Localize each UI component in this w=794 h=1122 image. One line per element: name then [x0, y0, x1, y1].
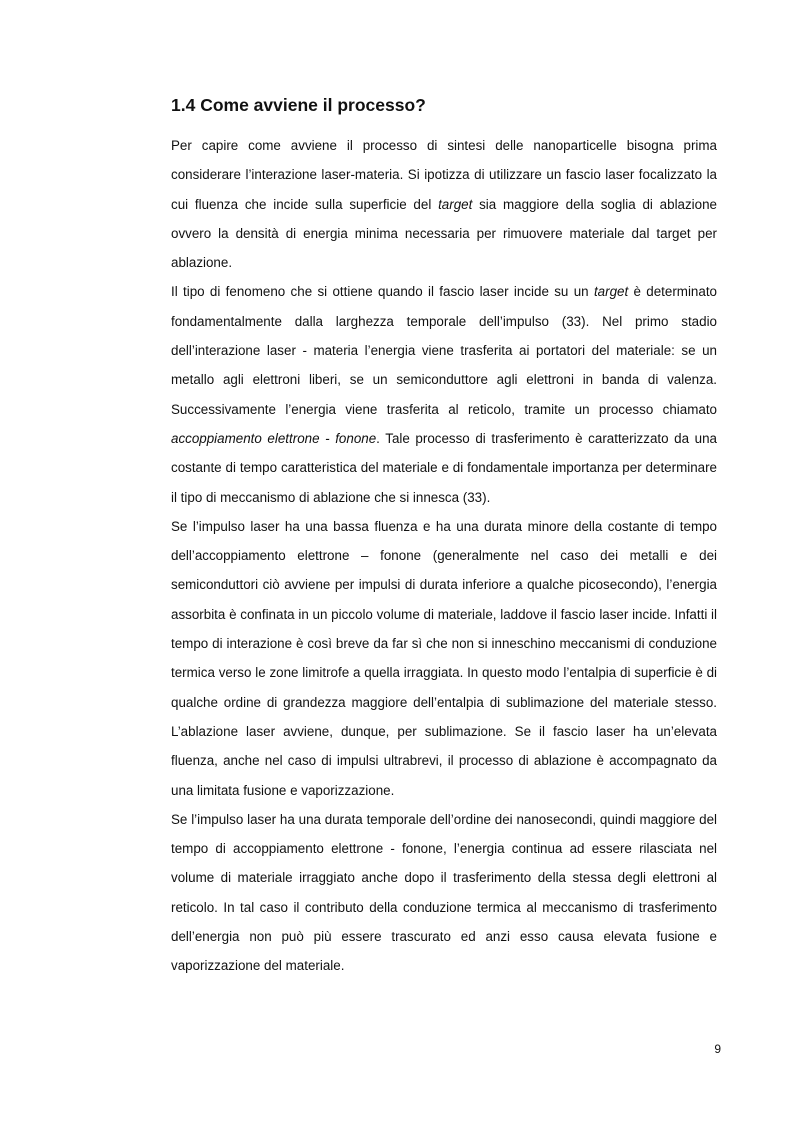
- text-run: Il tipo di fenomeno che si ottiene quando il fascio laser incide su un: [171, 284, 594, 300]
- italic-term: target: [438, 196, 473, 212]
- italic-term: accoppiamento elettrone - fonone: [171, 430, 377, 446]
- text-run: Se l’impulso laser ha una durata temporale dell’ordine dei nanosecondi, quindi maggiore del tempo di accoppiamento elettrone - fonone, l’energia continua ad essere rilasciata nel volume di materiale irraggiato anche dopo il trasferimento della stessa degli elettroni al reticolo. In tal caso il contributo della conduzione termica al meccanismo di trasferimento dell’energia non può più essere trascurato ed anzi esso causa elevata fusione e vaporizzazione del materiale.: [171, 811, 717, 974]
- text-run: Per capire come avviene il processo di sintesi delle nanoparticelle bisogna prima considerare l’interazione laser-materia. Si ipotizza di utilizzare un fascio laser focalizzato la cui fluenza che incide sulla superficie del: [171, 138, 717, 212]
- page-number: 9: [714, 1042, 721, 1056]
- italic-term: target: [593, 284, 629, 300]
- paragraph: [171, 805, 717, 981]
- body-text: [171, 131, 717, 981]
- paragraph: [171, 512, 717, 805]
- text-run: Se l’impulso laser ha una bassa fluenza e ha una durata minore della costante di tempo dell’accoppiamento elettrone – fonone (generalmente nel caso dei metalli e dei semiconduttori ciò avviene per impulsi di durata inferiore a qualche picosecondo), l’energia assorbita è confinata in un piccolo volume di materiale, laddove il fascio laser incide. Infatti il tempo di interazione è così breve da far sì che non si inneschino meccanismi di conduzione termica verso le zone limitrofe a quella irraggiata. In questo modo l’entalpia di superficie è di qualche ordine di grandezza maggiore dell’entalpia di sublimazione del materiale stesso. L’ablazione laser avviene, dunque, per sublimazione. Se il fascio laser ha un’elevata fluenza, anche nel caso di impulsi ultrabrevi, il processo di ablazione è accompagnato da una limitata fusione e vaporizzazione.: [171, 518, 717, 798]
- text-run: . Tale processo di trasferimento è caratterizzato da una costante di tempo caratteristica del materiale e di fondamentale importanza per determinare il tipo di meccanismo di ablazione che si innesca (33).: [171, 430, 718, 505]
- section-heading: 1.4 Come avviene il processo?: [171, 95, 426, 115]
- paragraph: [171, 277, 717, 511]
- paragraph: [171, 131, 717, 277]
- text-run: sia maggiore della soglia di ablazione ovvero la densità di energia minima necessaria per rimuovere materiale dal target per ablazione.: [171, 196, 717, 271]
- text-run: è determinato fondamentalmente dalla larghezza temporale dell’impulso (33). Nel primo stadio dell’interazione laser - materia l’energia viene trasferita ai portatori del materiale: se un metallo agli elettroni liberi, se un semiconduttore agli elettroni in banda di valenza. Successivamente l’energia viene trasferita al reticolo, tramite un processo chiamato: [171, 284, 717, 417]
